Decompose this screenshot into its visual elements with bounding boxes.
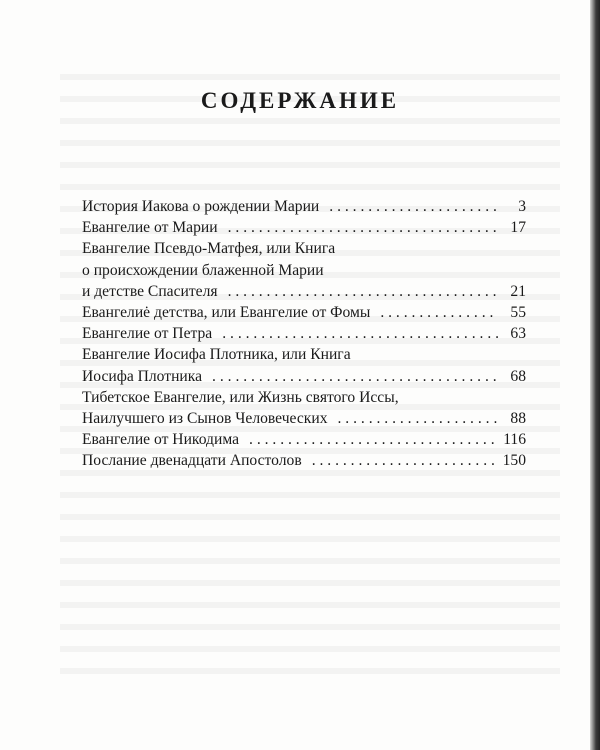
toc-entry-title: Иосифа Плотника	[82, 367, 203, 385]
toc-entry-title: Евангелие Псевдо-Матфея, или Книга	[82, 240, 336, 258]
toc-entry[interactable]	[82, 387, 526, 429]
toc-entry-line	[82, 366, 526, 387]
toc-entry-line	[82, 387, 526, 408]
dot-leader	[312, 450, 497, 471]
dot-leader	[329, 196, 498, 217]
toc-entry[interactable]	[82, 429, 526, 450]
toc-entry-line	[82, 429, 526, 450]
toc-entry-line	[82, 344, 526, 365]
dot-leader	[228, 281, 498, 302]
toc-entry-line	[82, 450, 526, 471]
toc-entry-title: Евангелие от Петра	[82, 325, 213, 343]
toc-entry-title: Евангелие Иосифа Плотника, или Книга	[82, 346, 351, 364]
dot-leader	[228, 217, 498, 238]
toc-page-number: 116	[503, 431, 526, 449]
dot-leader	[222, 323, 498, 344]
dot-leader	[212, 366, 498, 387]
toc-page-number: 150	[502, 452, 526, 470]
toc-entry[interactable]	[82, 344, 526, 386]
toc-entry[interactable]	[82, 323, 526, 344]
dot-leader	[338, 408, 499, 429]
toc-entry[interactable]	[82, 217, 526, 238]
toc-entry-title: Наилучшего из Сынов Человеческих	[82, 410, 328, 428]
toc-entry-line	[82, 217, 526, 238]
page-title: СОДЕРЖАНИЕ	[200, 88, 400, 113]
table-of-contents	[82, 196, 526, 472]
toc-entry-title: История Иакова о рождении Марии	[82, 198, 320, 215]
toc-page-number: 55	[510, 304, 526, 322]
toc-entry-line	[82, 196, 526, 217]
toc-entry-title: и детстве Спасителя	[82, 282, 218, 300]
toc-entry-line	[82, 238, 526, 259]
toc-page-number: 21	[510, 282, 526, 300]
toc-page-number: 17	[510, 219, 526, 237]
toc-entry-line	[82, 281, 526, 302]
toc-page-number: 68	[510, 367, 526, 385]
toc-entry-line	[82, 260, 526, 281]
toc-entry-title: Тибетское Евангелие, или Жизнь святого Иссы,	[82, 388, 399, 406]
toc-entry-title: Евангелие от Марии	[82, 219, 218, 237]
toc-entry-title: о происхождении блаженной Марии	[82, 261, 324, 279]
toc-entry-line	[82, 408, 526, 429]
toc-entry-title: Евангелиė детства, или Евангелие от Фомы	[82, 304, 371, 322]
toc-entry-line	[82, 323, 526, 344]
toc-page-number: 63	[510, 325, 526, 343]
toc-entry-line	[82, 302, 526, 323]
toc-page-number: 88	[510, 410, 526, 428]
toc-entry-title: Евангелие от Никодима	[82, 431, 240, 449]
dot-leader	[380, 302, 498, 323]
toc-entry[interactable]	[82, 450, 526, 471]
toc-entry-title: Послание двенадцати Апостолов	[82, 452, 302, 470]
toc-entry[interactable]	[82, 302, 526, 323]
toc-page-number: 3	[518, 198, 526, 215]
dot-leader	[249, 429, 497, 450]
toc-entry[interactable]	[82, 196, 526, 217]
toc-entry[interactable]	[82, 238, 526, 302]
